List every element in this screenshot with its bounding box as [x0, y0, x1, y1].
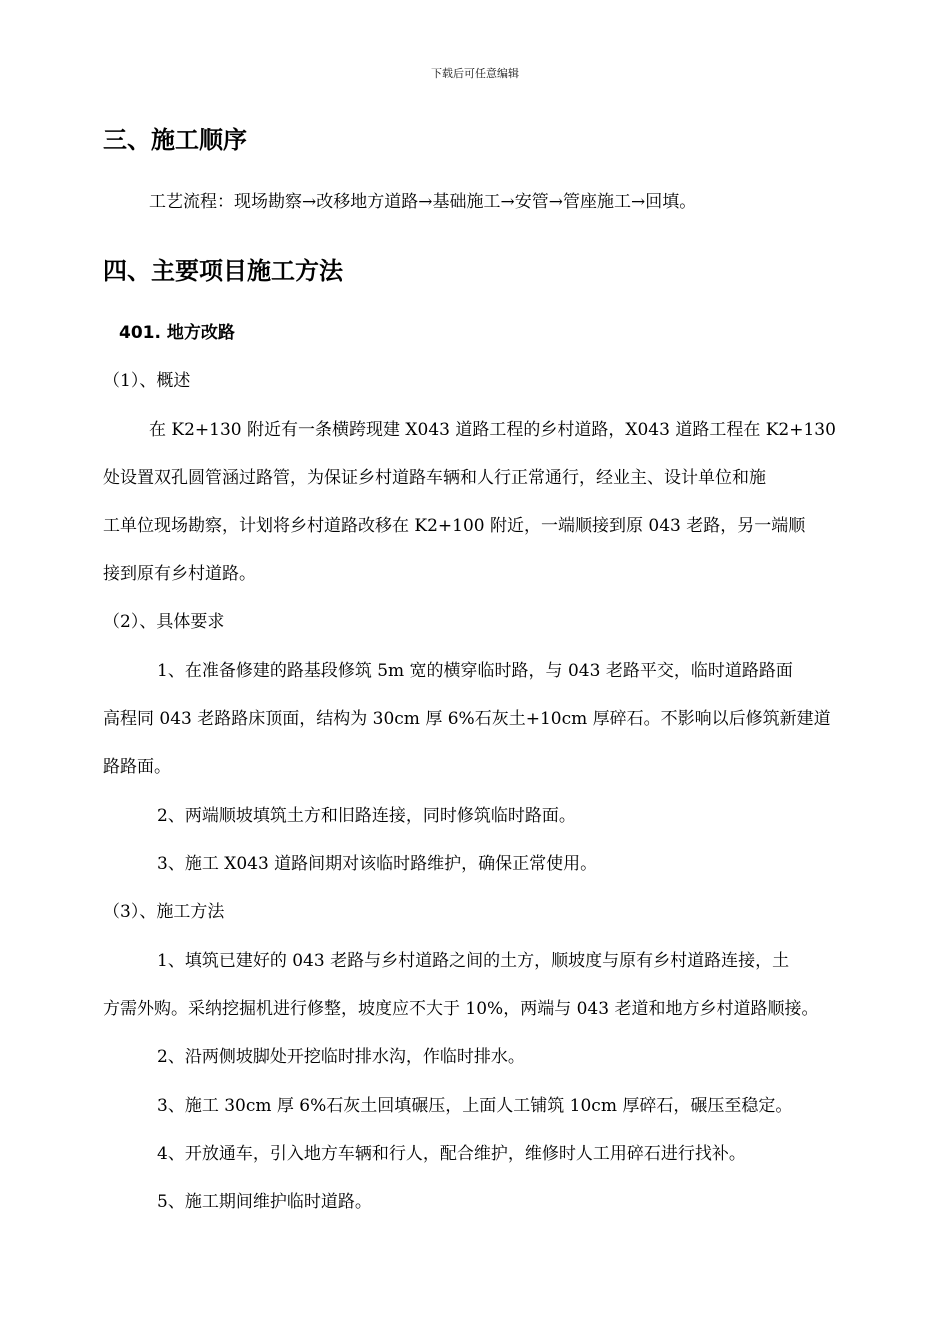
part-3-item-4: 4、开放通车，引入地方车辆和行人，配合维护，维修时人工用碎石进行找补。	[157, 1144, 746, 1164]
part-2-item-1-line-3: 路路面。	[103, 757, 171, 777]
part-3-item-5: 5、施工期间维护临时道路。	[157, 1192, 372, 1212]
part-3-label: （3）、施工方法	[103, 902, 225, 922]
part-1-line-1: 在 K2+130 附近有一条横跨现建 X043 道路工程的乡村道路，X043 道路工程在 K2+130	[149, 420, 836, 440]
section-4-heading: 四、主要项目施工方法	[103, 257, 343, 285]
part-1-line-2: 处设置双孔圆管涵过路管，为保证乡村道路车辆和人行正常通行，经业主、设计单位和施	[103, 468, 766, 488]
process-flow-line: 工艺流程：现场勘察→改移地方道路→基础施工→安管→管座施工→回填。	[149, 192, 697, 212]
part-2-item-1-line-2: 高程同 043 老路路床顶面，结构为 30cm 厚 6%石灰土+10cm 厚碎石。不影响以后修筑新建道	[103, 709, 831, 729]
part-3-item-2: 2、沿两侧坡脚处开挖临时排水沟，作临时排水。	[157, 1047, 525, 1067]
part-2-label: （2）、具体要求	[103, 612, 225, 632]
part-3-item-1-line-2: 方需外购。采纳挖掘机进行修整，坡度应不大于 10%，两端与 043 老道和地方乡村道路顺接。	[103, 999, 819, 1019]
part-1-line-3: 工单位现场勘察，计划将乡村道路改移在 K2+100 附近，一端顺接到原 043 老路，另一端顺	[103, 516, 806, 536]
part-1-label: （1）、概述	[103, 371, 191, 391]
header-note: 下载后可任意编辑	[431, 67, 519, 80]
part-2-item-3: 3、施工 X043 道路间期对该临时路维护，确保正常使用。	[157, 854, 598, 874]
sub-heading-401: 401. 地方改路	[119, 323, 235, 343]
part-2-item-2: 2、两端顺坡填筑土方和旧路连接，同时修筑临时路面。	[157, 806, 576, 826]
part-3-item-1-line-1: 1、填筑已建好的 043 老路与乡村道路之间的土方，顺坡度与原有乡村道路连接，土	[157, 951, 790, 971]
part-1-line-4: 接到原有乡村道路。	[103, 564, 256, 584]
section-3-heading: 三、施工顺序	[103, 126, 247, 154]
part-2-item-1-line-1: 1、在准备修建的路基段修筑 5m 宽的横穿临时路，与 043 老路平交，临时道路路面	[157, 661, 793, 681]
part-3-item-3: 3、施工 30cm 厚 6%石灰土回填碾压，上面人工铺筑 10cm 厚碎石，碾压至稳定。	[157, 1096, 793, 1116]
